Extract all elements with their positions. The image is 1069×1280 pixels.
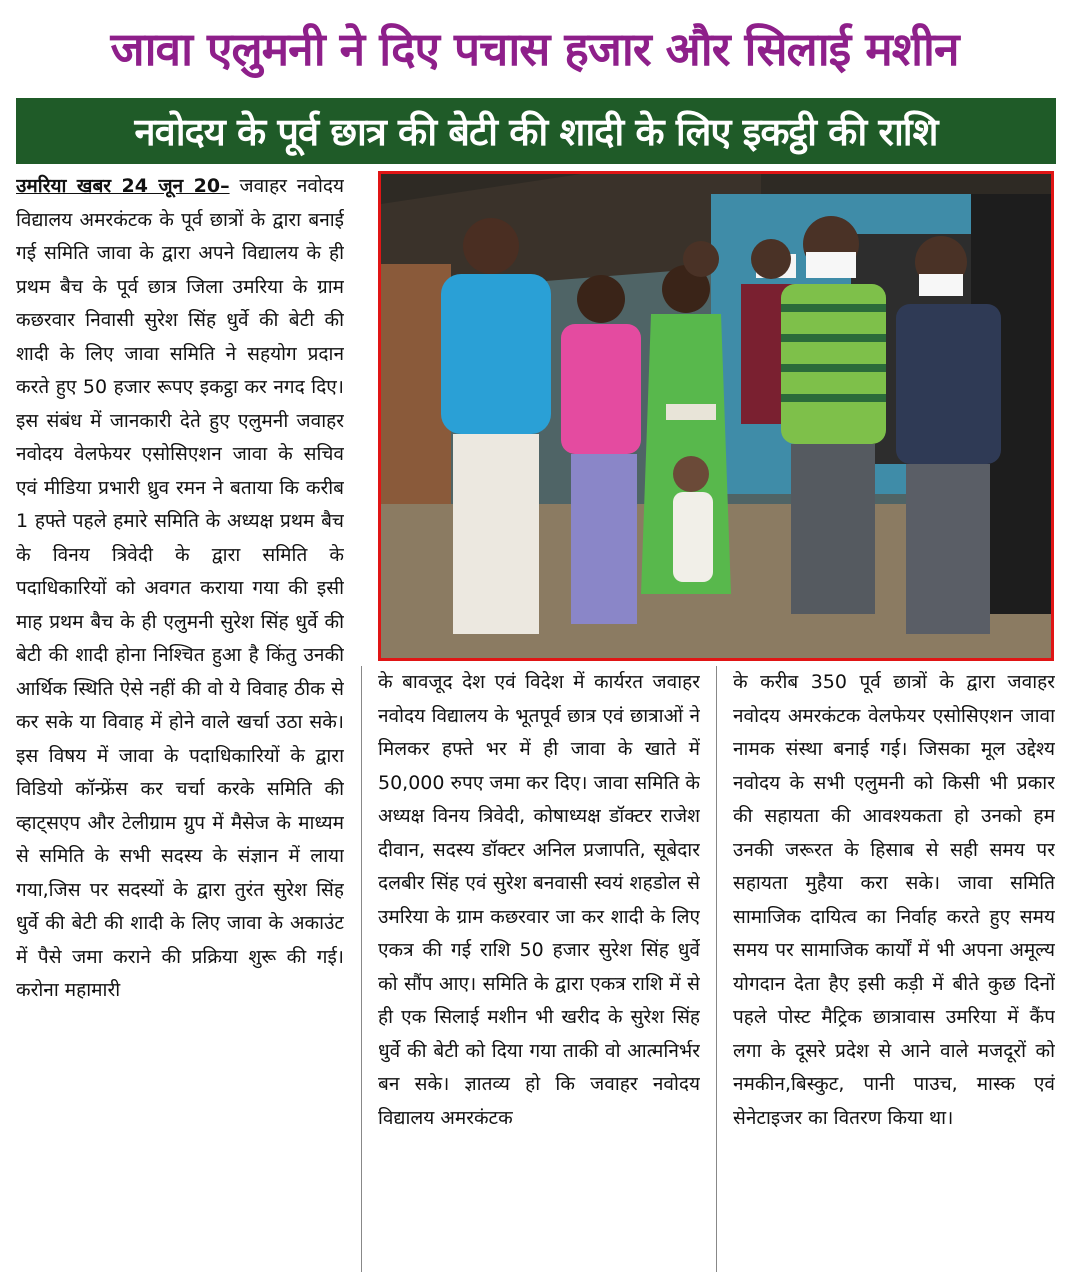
article-column-2: के बावजूद देश एवं विदेश में कार्यरत जवाहर नवोदय विद्यालय के भूतपूर्व छात्र एवं छात्राओं ने मिलकर हफ्ते भर में ही जावा के खाते में 50,000 रुपए जमा कर दिए। जावा समिति के अध्यक्ष विनय त्रिवेदी, कोषाध्यक्ष डॉक्टर राजेश दीवान, सदस्य डॉक्टर अनिल प्रजापति, सूबेदार दलबीर सिंह एवं सुरेश बनवासी स्वयं शहडोल से उमरिया के ग्राम कछरवार जा कर शादी के लिए एकत्र की गई राशि 50 हजार सुरेश सिंह धुर्वे को सौंप आए। समिति के द्वारा एकत्र राशि में से ही एक सिलाई मशीन भी खरीद के सुरेश सिंह धुर्वे की बेटी को दिया गया ताकी वो आत्मनिर्भर बन सके। ज्ञातव्य हो कि जवाहर नवोदय विद्यालय अमरकंटक	[378, 671, 700, 1129]
news-photo	[378, 171, 1054, 661]
subheadline: नवोदय के पूर्व छात्र की बेटी की शादी के लिए इकट्ठी की राशि	[16, 98, 1056, 164]
column-divider	[361, 666, 362, 1272]
article-column-3: के करीब 350 पूर्व छात्रों के द्वारा जवाहर नवोदय अमरकंटक वेलफेयर एसोसिएशन जावा नामक संस्था बनाई गई। जिसका मूल उद्देश्य नवोदय के सभी एलुमनी को किसी भी प्रकार की सहायता की आवश्यकता हो उनको हम उनकी जरूरत के हिसाब से सही समय पर सहायता मुहैया करा सके। जावा समिति सामाजिक दायित्व का निर्वाह करते हुए समय समय पर सामाजिक कार्यों में भी अपना अमूल्य योगदान देता हैए इसी कड़ी में बीते कुछ दिनों पहले पोस्ट मैट्रिक छात्रावास उमरिया में कैंप लगा के दूसरे प्रदेश से आने वाले मजदूरों को नमकीन,बिस्कुट, पानी पाउच, मास्क एवं सेनेटाइजर का वितरण किया था।	[733, 671, 1055, 1129]
column-divider	[716, 666, 717, 1272]
headline: जावा एलुमनी ने दिए पचास हजार और सिलाई मशीन	[110, 22, 959, 76]
article-column-1	[16, 170, 344, 1276]
column-1-text: जवाहर नवोदय विद्यालय अमरकंटक के पूर्व छात्रों के द्वारा बनाई गई समिति जावा के द्वारा अपने विद्यालय के ही प्रथम बैच के पूर्व छात्र जिला उमरिया के ग्राम कछरवार निवासी सुरेश सिंह धुर्वे की बेटी की शादी के लिए जावा समिति ने सहयोग प्रदान करते हुए 50 हजार रूपए इकट्ठा कर नगद दिए। इस संबंध में जानकारी देते हुए एलुमनी जवाहर नवोदय वेलफेयर एसोसिएशन जावा के सचिव एवं मीडिया प्रभारी ध्रुव रमन ने बताया कि करीब 1 हफ्ते पहले हमारे समिति के अध्यक्ष प्रथम बैच के विनय त्रिवेदी के द्वारा समिति के पदाधिकारियों को अवगत कराया गया की इसी माह प्रथम बैच के ही एलुमनी सुरेश सिंह धुर्वे की बेटी की शादी होना निश्चित हुआ है किंतु उनकी आर्थिक स्थिति ऐसे नहीं की वो ये विवाह ठीक से कर सके या विवाह में होने वाले खर्चा उठा सके। इस विषय में जावा के पदाधिकारियों के द्वारा विडियो कॉन्फ्रेंस कर चर्चा करके समिति की व्हाट्सएप और टेलीग्राम ग्रुप में मैसेज के माध्यम से समिति के सभी सदस्य के संज्ञान में लाया गया,जिस पर सदस्यों के द्वारा तुरंत सुरेश सिंह धुर्वे की बेटी की शादी के लिए जावा के अकाउंट में पैसे जमा कराने की प्रक्रिया शुरू की गई। करोना महामारी	[16, 175, 344, 1001]
dateline: उमरिया खबर 24 जून 20–	[16, 175, 230, 197]
photo-illustration	[381, 174, 1051, 658]
